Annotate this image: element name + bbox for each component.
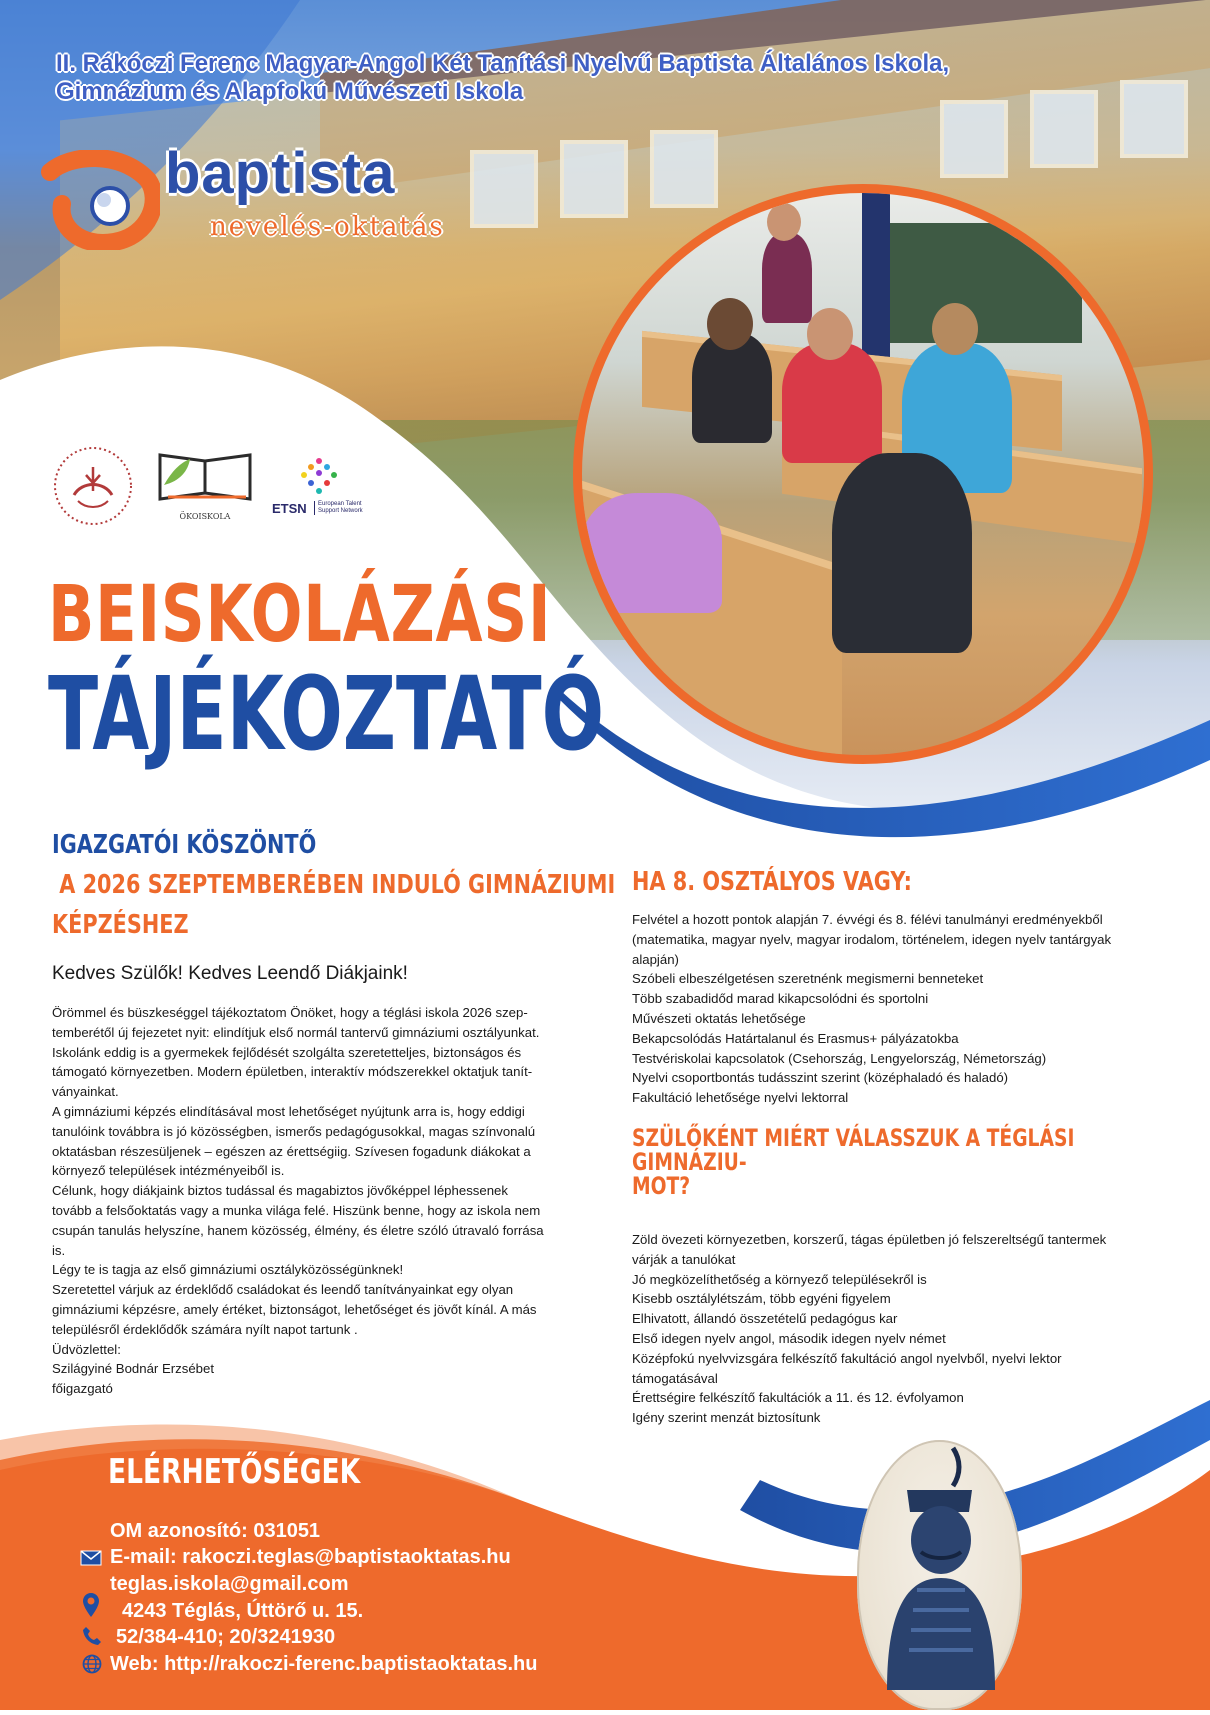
eighth-grade-list bbox=[632, 910, 1152, 1108]
parents-heading-line1: SZÜLŐKÉNT MIÉRT VÁLASSZUK A TÉGLÁSI GIMNÁZIU- bbox=[632, 1123, 1075, 1176]
baptista-logo-word: baptista bbox=[165, 141, 396, 206]
etsn-subtitle-line1: European Talent bbox=[318, 501, 362, 507]
list-item: támogatásával bbox=[632, 1370, 718, 1386]
greeting-salutation: Kedves Szülők! Kedves Leendő Diákjaink! bbox=[52, 963, 408, 984]
list-item: Érettségire felkészítő fakultációk a 11. és 12. évfolyamon bbox=[632, 1390, 964, 1406]
location-pin-icon bbox=[82, 1592, 100, 1618]
list-item: Felvétel a hozott pontok alapján 7. évvégi és 8. félévi tanulmányi eredményekből bbox=[632, 912, 1103, 927]
school-name-line1: II. Rákóczi Ferenc Magyar-Angol Két Tanítási Nyelvű Baptista Általános Iskola, bbox=[56, 50, 950, 77]
okoiskola-book-icon bbox=[150, 445, 260, 507]
baptista-logo bbox=[40, 140, 470, 250]
list-item: Szóbeli elbeszélgetésen szeretnénk megismerni benneteket bbox=[632, 971, 984, 987]
list-item: Testvériskolai kapcsolatok (Csehország, Lengyelország, Németország) bbox=[632, 1050, 1047, 1066]
list-item: Zöld övezeti környezetben, korszerű, tágas épületben jó felszereltségű tantermek bbox=[632, 1231, 1107, 1247]
globe-icon bbox=[82, 1654, 102, 1674]
gymnasium-heading-line1: A 2026 SZEPTEMBERÉBEN INDULÓ GIMNÁZIUMI bbox=[52, 870, 616, 900]
list-item: Fakultáció lehetősége nyelvi lektorral bbox=[632, 1090, 849, 1106]
info-section bbox=[632, 862, 1152, 1428]
postal-address: 4243 Téglás, Úttörő u. 15. bbox=[122, 1600, 364, 1622]
gymnasium-heading-line2: KÉPZÉSHEZ bbox=[52, 910, 189, 940]
list-item: Kisebb osztálylétszám, több egyéni figyelem bbox=[632, 1291, 891, 1307]
list-item: Művészeti oktatás lehetősége bbox=[632, 1010, 806, 1026]
principal-greeting-section bbox=[52, 825, 616, 1399]
etsn-dots-icon bbox=[294, 455, 344, 499]
list-item: Középfokú nyelvvizsgára felkészítő fakultáció angol nyelvből, nyelvi lektor bbox=[632, 1350, 1062, 1366]
baptista-logo-mark-icon bbox=[40, 150, 160, 250]
etsn-logo bbox=[272, 455, 382, 525]
website-url[interactable]: Web: http://rakoczi-ferenc.baptistaoktatas.hu bbox=[110, 1653, 538, 1675]
greeting-body: Örömmel és büszkeséggel tájékoztatom Önöket, hogy a téglási iskola 2026 szep- temberétől új fejezetet nyit: elindítjuk első normál tantervű gimnáziumi osztályunkat. Iskolánk eddig is a gyermekek fejlődését szolgálta szeretetteljes, biztonságos és támogató környezetben. Modern épületben, interaktív módszerekkel oktatjuk tanít- ványainkat. A gimnáziumi képzés elindításával most lehetőséget nyújtunk arra is, hogy eddigi tanulóink továbbra is jó közösségben, ismerős pedagógusokkal, magas színvonalú oktatásban részesüljenek – egészen az érettségiig. Szívesen fogadunk diákokat a környező települések intézményeiből is. Célunk, hogy diákjaink biztos tudással és magabiztos jövőképpel léphessenek tovább a felsőoktatás vagy a munka világa felé. Hiszünk benne, hogy az iskola nem csupán tanulás helyszíne, hanem közösség, élmény, és életre szóló útravaló forrása is. Légy te is tagja az első gimnáziumi osztályközösségünknek! Szeretettel várjuk az érdeklődő családokat és leendő tanítványainkat egy olyan gimnáziumi képzésre, amely értéket, biztonságot, lehetőséget és jövőt kínál. A más településről érdeklődők számára nyílt napot tartunk . Üdvözlettel: Szilágyiné Bodnár Erzsébet főigazgató bbox=[52, 1005, 544, 1397]
greeting-heading: IGAZGATÓI KÖSZÖNTŐ bbox=[52, 830, 317, 860]
rakoczi-portrait-icon bbox=[857, 1440, 1022, 1710]
om-id: OM azonosító: 031051 bbox=[110, 1520, 321, 1542]
etsn-subtitle-line2: Support Network bbox=[318, 508, 363, 514]
list-item: várják a tanulókat bbox=[632, 1251, 736, 1267]
school-name bbox=[56, 50, 1156, 106]
phone-icon bbox=[82, 1626, 102, 1646]
contacts-heading: ELÉRHETŐSÉGEK bbox=[108, 1452, 361, 1492]
list-item: (matematika, magyar nyelv, magyar irodalom, történelem, idegen nyelv tantárgyak bbox=[632, 931, 1112, 947]
baptista-logo-subtitle: nevelés-oktatás bbox=[210, 212, 445, 242]
etsn-label: ETSN bbox=[272, 501, 307, 516]
okoiskola-label: ÖKOISKOLA bbox=[179, 512, 231, 521]
eighth-grade-heading: HA 8. OSZTÁLYOS VAGY: bbox=[632, 867, 912, 897]
school-name-line2: Gimnázium és Alapfokú Művészeti Iskola bbox=[56, 78, 524, 105]
email-address-secondary[interactable]: teglas.iskola@gmail.com bbox=[110, 1573, 349, 1595]
parents-heading-line2: MOT? bbox=[632, 1171, 691, 1200]
email-icon bbox=[80, 1550, 102, 1566]
title-beiskolazasi: BEISKOLÁZÁSI bbox=[48, 570, 552, 660]
list-item: Elhivatott, állandó összetételű pedagógus kar bbox=[632, 1311, 898, 1327]
email-address[interactable]: E-mail: rakoczi.teglas@baptistaoktatas.hu bbox=[110, 1546, 511, 1568]
parents-list bbox=[632, 1230, 1152, 1428]
rakoczi-relief-medallion bbox=[857, 1440, 1022, 1710]
classroom-photo bbox=[573, 184, 1153, 764]
list-item: Több szabadidőd marad kikapcsolódni és sportolni bbox=[632, 991, 929, 1007]
list-item: alapján) bbox=[632, 951, 679, 967]
list-item: Első idegen nyelv angol, második idegen nyelv német bbox=[632, 1330, 946, 1346]
phone-numbers: 52/384-410; 20/3241930 bbox=[116, 1626, 336, 1648]
list-item: Nyelvi csoportbontás tudásszint szerint (középhaladó és haladó) bbox=[632, 1070, 1009, 1086]
okoiskola-logo bbox=[150, 445, 260, 525]
title-tajekoztato: TÁJÉKOZTATÓ bbox=[48, 655, 605, 774]
list-item: Bekapcsolódás Határtalanul és Erasmus+ pályázatokba bbox=[632, 1030, 959, 1046]
list-item: Igény szerint menzát biztosítunk bbox=[632, 1410, 821, 1426]
akkreditalt-kivalo-tehetsegpont-logo-icon bbox=[52, 445, 134, 527]
list-item: Jó megközelíthetőség a környező településekről is bbox=[632, 1271, 927, 1287]
parents-heading bbox=[632, 1123, 1152, 1200]
